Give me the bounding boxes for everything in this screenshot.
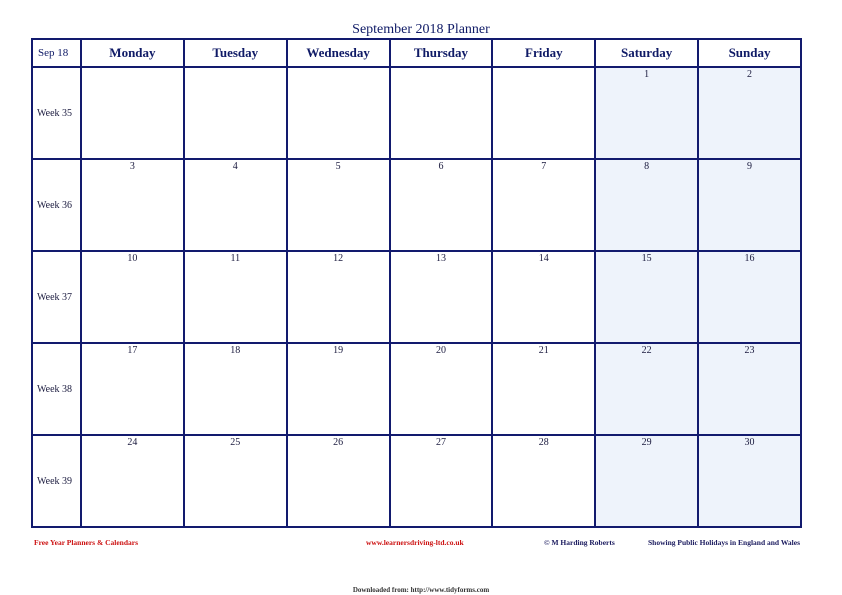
day-cell[interactable] xyxy=(390,159,493,251)
week-row xyxy=(32,435,801,527)
footer-holidays-note: Showing Public Holidays in England and Wales xyxy=(648,538,801,547)
date-number: 13 xyxy=(435,253,446,264)
date-number: 21 xyxy=(538,345,549,356)
date-number: 27 xyxy=(435,437,446,448)
date-number: 25 xyxy=(230,437,241,448)
day-header-thursday: Thursday xyxy=(390,39,493,67)
date-number: 24 xyxy=(127,437,138,448)
day-cell[interactable] xyxy=(390,343,493,435)
date-number: 23 xyxy=(744,345,755,356)
date-number: 12 xyxy=(333,253,344,264)
day-cell[interactable] xyxy=(390,67,493,159)
calendar-grid xyxy=(31,38,802,528)
day-cell[interactable] xyxy=(184,343,287,435)
day-cell-weekend[interactable] xyxy=(595,343,698,435)
day-cell[interactable] xyxy=(81,67,184,159)
day-cell[interactable] xyxy=(492,435,595,527)
date-number: 15 xyxy=(641,253,652,264)
day-header-sunday: Sunday xyxy=(698,39,801,67)
day-cell-weekend[interactable] xyxy=(595,159,698,251)
planner-title: September 2018 Planner xyxy=(352,22,490,37)
day-cell-weekend[interactable] xyxy=(698,67,801,159)
date-number: 20 xyxy=(435,345,446,356)
week-row xyxy=(32,67,801,159)
day-cell[interactable] xyxy=(287,343,390,435)
date-number: 28 xyxy=(538,437,549,448)
week-row xyxy=(32,159,801,251)
day-cell[interactable] xyxy=(287,67,390,159)
day-cell[interactable] xyxy=(81,343,184,435)
day-cell[interactable] xyxy=(492,343,595,435)
week-label: Week 39 xyxy=(32,435,81,527)
download-source-note[interactable]: Downloaded from: http://www.tidyforms.com xyxy=(352,586,490,594)
day-cell[interactable] xyxy=(184,67,287,159)
footer-copyright: © M Harding Roberts xyxy=(544,538,615,547)
day-cell-weekend[interactable] xyxy=(595,435,698,527)
day-header-wednesday: Wednesday xyxy=(287,39,390,67)
day-cell[interactable] xyxy=(492,67,595,159)
week-label: Week 37 xyxy=(32,251,81,343)
day-cell[interactable] xyxy=(184,159,287,251)
date-number: 17 xyxy=(127,345,138,356)
day-cell-weekend[interactable] xyxy=(595,251,698,343)
day-header-row xyxy=(32,39,801,67)
day-cell-weekend[interactable] xyxy=(595,67,698,159)
day-header-saturday: Saturday xyxy=(595,39,698,67)
day-header-friday: Friday xyxy=(492,39,595,67)
day-cell[interactable] xyxy=(81,159,184,251)
week-row xyxy=(32,343,801,435)
date-number: 26 xyxy=(333,437,344,448)
date-number: 3 xyxy=(129,161,135,172)
week-label: Week 35 xyxy=(32,67,81,159)
day-cell[interactable] xyxy=(492,159,595,251)
day-cell[interactable] xyxy=(492,251,595,343)
day-cell-weekend[interactable] xyxy=(698,435,801,527)
day-cell[interactable] xyxy=(184,435,287,527)
week-label: Week 36 xyxy=(32,159,81,251)
date-number: 29 xyxy=(641,437,652,448)
day-cell[interactable] xyxy=(81,435,184,527)
day-header-monday: Monday xyxy=(81,39,184,67)
date-number: 6 xyxy=(438,161,444,172)
date-number: 8 xyxy=(644,161,650,172)
day-header-tuesday: Tuesday xyxy=(184,39,287,67)
date-number: 14 xyxy=(538,253,549,264)
date-number: 5 xyxy=(335,161,341,172)
date-number: 9 xyxy=(747,161,753,172)
date-number: 11 xyxy=(230,253,241,264)
day-cell[interactable] xyxy=(81,251,184,343)
month-label: Sep 18 xyxy=(32,39,81,67)
day-cell[interactable] xyxy=(184,251,287,343)
day-cell[interactable] xyxy=(390,435,493,527)
day-cell-weekend[interactable] xyxy=(698,251,801,343)
date-number: 19 xyxy=(333,345,344,356)
day-cell-weekend[interactable] xyxy=(698,343,801,435)
date-number: 7 xyxy=(541,161,547,172)
date-number: 16 xyxy=(744,253,755,264)
date-number: 1 xyxy=(644,69,650,80)
day-cell[interactable] xyxy=(390,251,493,343)
date-number: 22 xyxy=(641,345,652,356)
date-number: 18 xyxy=(230,345,241,356)
date-number: 30 xyxy=(744,437,755,448)
date-number: 4 xyxy=(232,161,238,172)
week-label: Week 38 xyxy=(32,343,81,435)
date-number: 10 xyxy=(127,253,138,264)
footer-website-link[interactable]: www.learnersdriving-ltd.co.uk xyxy=(366,538,464,547)
day-cell[interactable] xyxy=(287,159,390,251)
day-cell-weekend[interactable] xyxy=(698,159,801,251)
date-number: 2 xyxy=(747,69,753,80)
footer-planners-link[interactable]: Free Year Planners & Calendars xyxy=(34,538,139,547)
week-row xyxy=(32,251,801,343)
day-cell[interactable] xyxy=(287,435,390,527)
day-cell[interactable] xyxy=(287,251,390,343)
